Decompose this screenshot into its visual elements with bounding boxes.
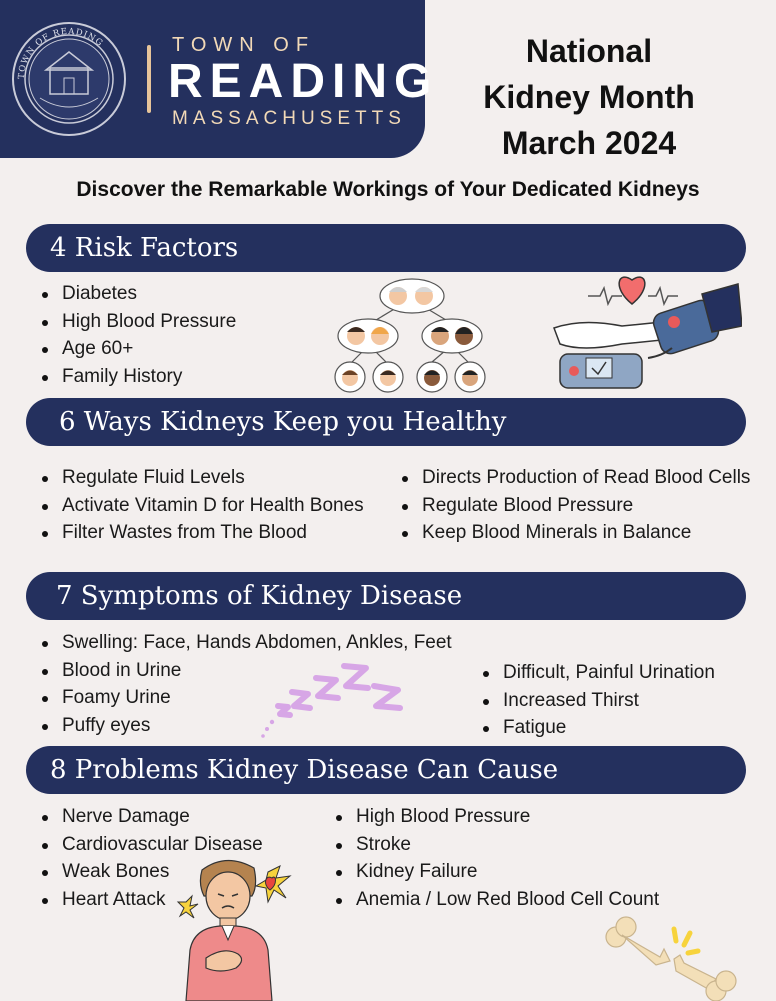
seal-text: TOWN OF READING: [16, 26, 105, 80]
broken-bone-icon: [604, 905, 738, 1001]
logo-divider: [147, 45, 151, 113]
risk-factors-list: [28, 280, 236, 390]
problems-heading: 8 Problems Kidney Disease Can Cause: [26, 746, 746, 794]
list-item: Heart Attack: [62, 886, 263, 914]
list-item: Nerve Damage: [62, 803, 263, 831]
title-line-1: National: [525, 33, 653, 69]
list-item: High Blood Pressure: [356, 803, 659, 831]
list-item: Anemia / Low Red Blood Cell Count: [356, 886, 659, 914]
list-item: Difficult, Painful Urination: [503, 659, 715, 687]
logo-massachusetts: MASSACHUSETTS: [172, 108, 406, 129]
chest-pain-person-icon: [176, 856, 300, 1001]
list-item: Directs Production of Read Blood Cells: [422, 464, 750, 492]
page-title: [440, 28, 738, 166]
family-tree-icon: [334, 278, 490, 396]
list-item: Foamy Urine: [62, 684, 452, 712]
list-item: Fatigue: [503, 714, 715, 742]
six-ways-left-list: [28, 464, 364, 547]
list-item: Filter Wastes from The Blood: [62, 519, 364, 547]
logo-town-of: TOWN OF: [172, 34, 316, 56]
list-item: Increased Thirst: [503, 687, 715, 715]
list-item: Blood in Urine: [62, 657, 452, 685]
list-item: Age 60+: [62, 335, 236, 363]
list-item: High Blood Pressure: [62, 308, 236, 336]
list-item: Weak Bones: [62, 858, 263, 886]
six-ways-heading: 6 Ways Kidneys Keep you Healthy: [26, 398, 746, 446]
list-item: Regulate Blood Pressure: [422, 492, 750, 520]
list-item: Stroke: [356, 831, 659, 859]
list-item: Cardiovascular Disease: [62, 831, 263, 859]
logo-reading: READING: [168, 55, 439, 108]
town-logo-block: [0, 0, 439, 158]
list-item: Family History: [62, 363, 236, 391]
list-item: Swelling: Face, Hands Abdomen, Ankles, Feet: [62, 629, 452, 657]
title-line-2: Kidney Month: [483, 79, 695, 115]
list-item: Keep Blood Minerals in Balance: [422, 519, 750, 547]
list-item: Regulate Fluid Levels: [62, 464, 364, 492]
symptoms-heading: 7 Symptoms of Kidney Disease: [26, 572, 746, 620]
six-ways-right-list: [388, 464, 750, 547]
list-item: Kidney Failure: [356, 858, 659, 886]
sleep-zzz-icon: [256, 656, 406, 742]
risk-factors-heading: 4 Risk Factors: [26, 224, 746, 272]
town-seal-icon: [10, 20, 128, 138]
page-subtitle: Discover the Remarkable Workings of Your Dedicated Kidneys: [76, 178, 700, 201]
list-item: Puffy eyes: [62, 712, 452, 740]
list-item: Activate Vitamin D for Health Bones: [62, 492, 364, 520]
symptoms-right-list: [469, 659, 715, 742]
blood-pressure-monitor-icon: [552, 270, 742, 394]
title-line-3: March 2024: [501, 125, 677, 161]
list-item: Diabetes: [62, 280, 236, 308]
problems-right-list: [322, 803, 659, 913]
